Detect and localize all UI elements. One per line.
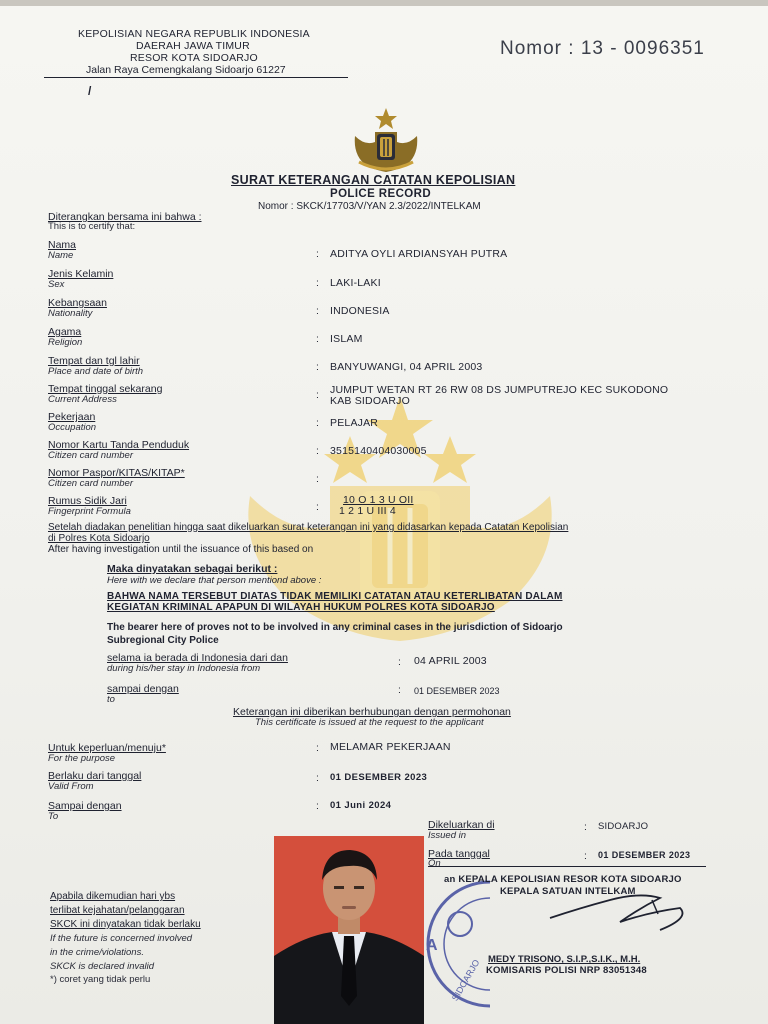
field-colon: : xyxy=(316,305,319,317)
field-colon: : xyxy=(316,772,319,784)
intro-id: Diterangkan bersama ini bahwa : xyxy=(48,211,202,223)
field-label-id-card: Nomor Kartu Tanda Penduduk xyxy=(48,439,190,451)
signature-title-1: an KEPALA KEPOLISIAN RESOR KOTA SIDOARJO xyxy=(444,874,682,885)
field-label-en-address: Current Address xyxy=(48,394,117,405)
header-address: Jalan Raya Cemengkalang Sidoarjo 61227 xyxy=(86,64,286,76)
investigation-id-line-2: di Polres Kota Sidoarjo xyxy=(48,533,150,544)
field-value-sex: LAKI-LAKI xyxy=(330,277,381,289)
field-colon: : xyxy=(316,501,319,513)
signatory-name: MEDY TRISONO, S.I.P.,S.I.K., M.H. xyxy=(488,954,641,965)
field-value-address-line-2: KAB SIDOARJO xyxy=(330,395,411,407)
person-portrait-icon xyxy=(274,836,424,1024)
valid-from-label-en: Valid From xyxy=(48,781,94,792)
investigation-en: After having investigation until the issuance of this based on xyxy=(48,544,314,555)
field-label-nationality: Kebangsaan xyxy=(48,297,107,309)
field-label-en-id-card: Citizen card number xyxy=(48,450,134,461)
stay-label-en: during his/her stay in Indonesia from xyxy=(107,663,261,674)
footnote-line-4: If the future is concerned involved xyxy=(50,933,193,944)
document-number: Nomor : SKCK/17703/V/YAN 2.3/2022/INTELKAM xyxy=(258,201,481,212)
field-label-en-occupation: Occupation xyxy=(48,422,97,433)
field-colon: : xyxy=(316,800,319,812)
issued-rule xyxy=(428,866,706,867)
field-colon: : xyxy=(316,248,319,260)
field-colon: : xyxy=(584,821,587,833)
field-label-name: Nama xyxy=(48,239,77,251)
investigation-id: Setelah diadakan penelitian hingga saat dikeluarkan surat keterangan ini yang didasarkan kepada Catatan Kepolisian xyxy=(48,522,569,533)
field-colon: : xyxy=(398,684,401,696)
field-label-en-nationality: Nationality xyxy=(48,308,93,319)
field-value-nationality: INDONESIA xyxy=(330,305,390,317)
field-label-en-fingerprint: Fingerprint Formula xyxy=(48,506,131,517)
field-label-birth: Tempat dan tgl lahir xyxy=(48,355,140,367)
header-mark: / xyxy=(88,84,92,98)
purpose-label-id: Untuk keperluan/menuju* xyxy=(48,742,166,754)
declare-id: Maka dinyatakan sebagai berikut : xyxy=(107,563,278,575)
footnote-line-6: SKCK is declared invalid xyxy=(50,961,155,972)
valid-from-value: 01 DESEMBER 2023 xyxy=(330,772,428,783)
field-label-fingerprint: Rumus Sidik Jari xyxy=(48,495,127,507)
valid-to-label-en: To xyxy=(48,811,59,822)
issued-in-label-en: Issued in xyxy=(428,830,467,841)
issued-on-label-en: On xyxy=(428,858,441,869)
field-value-religion: ISLAM xyxy=(330,333,363,345)
footnote-line-5: in the crime/violations. xyxy=(50,947,144,958)
field-label-en-birth: Place and date of birth xyxy=(48,366,144,377)
statement-id-line-2: KEGIATAN KRIMINAL APAPUN DI WILAYAH HUKUM POLRES KOTA SIDOARJO xyxy=(107,602,495,613)
field-colon: : xyxy=(316,417,319,429)
stamp-text: SIDOARJO xyxy=(449,957,482,1003)
signature-title-2: KEPALA SATUAN INTELKAM xyxy=(500,886,636,897)
issued-in-label-id: Dikeluarkan di xyxy=(428,819,495,831)
stay-until-value: 01 DESEMBER 2023 xyxy=(414,686,500,696)
field-colon: : xyxy=(398,656,401,668)
title-en: POLICE RECORD xyxy=(330,188,432,200)
field-label-en-name: Name xyxy=(48,250,74,261)
header-line-1: KEPOLISIAN NEGARA REPUBLIK INDONESIA xyxy=(78,28,310,40)
field-label-address: Tempat tinggal sekarang xyxy=(48,383,163,395)
field-colon: : xyxy=(316,742,319,754)
request-id: Keterangan ini diberikan berhubungan dengan permohonan xyxy=(233,706,511,718)
stay-until-label-en: to xyxy=(107,694,115,705)
field-colon: : xyxy=(316,333,319,345)
request-en: This certificate is issued at the request to the applicant xyxy=(255,717,484,728)
header-line-2: DAERAH JAWA TIMUR xyxy=(136,40,250,52)
field-label-occupation: Pekerjaan xyxy=(48,411,96,423)
header-line-3: RESOR KOTA SIDOARJO xyxy=(130,52,258,64)
purpose-label-en: For the purpose xyxy=(48,753,116,764)
field-value-id-card: 3515140404030005 xyxy=(330,445,427,457)
stay-until-label-id: sampai dengan xyxy=(107,683,179,695)
field-label-religion: Agama xyxy=(48,326,82,338)
field-label-sex: Jenis Kelamin xyxy=(48,268,114,280)
fingerprint-formula-bottom: 1 2 1 U III 4 xyxy=(339,505,396,517)
field-colon: : xyxy=(584,850,587,862)
field-label-passport: Nomor Paspor/KITAS/KITAP* xyxy=(48,467,185,479)
field-value-occupation: PELAJAR xyxy=(330,417,379,429)
title-id: SURAT KETERANGAN CATATAN KEPOLISIAN xyxy=(231,173,516,187)
header-rule xyxy=(44,77,348,78)
issued-on-value: 01 DESEMBER 2023 xyxy=(598,850,691,860)
issued-on-label-id: Pada tanggal xyxy=(428,848,490,860)
field-value-name: ADITYA OYLI ARDIANSYAH PUTRA xyxy=(330,248,508,260)
valid-to-value: 01 Juni 2024 xyxy=(330,800,392,811)
official-stamp-icon xyxy=(420,874,490,1014)
footnote-line-3: SKCK ini dinyatakan tidak berlaku xyxy=(50,919,201,930)
field-colon: : xyxy=(316,361,319,373)
field-colon: : xyxy=(316,445,319,457)
field-value-address: JUMPUT WETAN RT 26 RW 08 DS JUMPUTREJO KEC SUKODONO xyxy=(330,384,669,396)
handwritten-signature-icon xyxy=(540,878,710,948)
intro-en: This is to certify that: xyxy=(48,221,136,232)
statement-en-line-2: Subregional City Police xyxy=(107,635,219,646)
footnote-line-1: Apabila dikemudian hari ybs xyxy=(50,891,176,902)
footnote-line-7: *) coret yang tidak perlu xyxy=(50,974,151,985)
field-colon: : xyxy=(316,473,319,485)
field-colon: : xyxy=(316,277,319,289)
holder-photo xyxy=(274,836,424,1024)
stamp-letter: A xyxy=(426,937,438,954)
footnote-line-2: terlibat kejahatan/pelanggaran xyxy=(50,905,185,916)
valid-to-label-id: Sampai dengan xyxy=(48,800,122,812)
fingerprint-formula-top: 10 O 1 3 U OII xyxy=(343,494,414,506)
stay-label-id: selama ia berada di Indonesia dari dan xyxy=(107,652,288,664)
stay-from-value: 04 APRIL 2003 xyxy=(414,655,487,667)
declare-en: Here with we declare that person mentiond above : xyxy=(107,575,322,586)
police-record-document xyxy=(0,6,768,1024)
statement-en-line-1: The bearer here of proves not to be involved in any criminal cases in the jurisdiction of Sidoarjo xyxy=(107,622,563,633)
statement-id-line-1: BAHWA NAMA TERSEBUT DIATAS TIDAK MEMILIKI CATATAN ATAU KETERLIBATAN DALAM xyxy=(107,591,563,602)
valid-from-label-id: Berlaku dari tanggal xyxy=(48,770,142,782)
field-value-birth: BANYUWANGI, 04 APRIL 2003 xyxy=(330,361,483,373)
field-label-en-religion: Religion xyxy=(48,337,83,348)
serial-number: Nomor : 13 - 0096351 xyxy=(500,38,705,59)
police-crest-icon xyxy=(345,106,427,174)
signatory-rank: KOMISARIS POLISI NRP 83051348 xyxy=(486,965,647,976)
field-label-en-passport: Citizen card number xyxy=(48,478,134,489)
purpose-value: MELAMAR PEKERJAAN xyxy=(330,741,451,753)
issued-in-value: SIDOARJO xyxy=(598,821,649,832)
field-label-en-sex: Sex xyxy=(48,279,65,290)
field-colon: : xyxy=(316,389,319,401)
